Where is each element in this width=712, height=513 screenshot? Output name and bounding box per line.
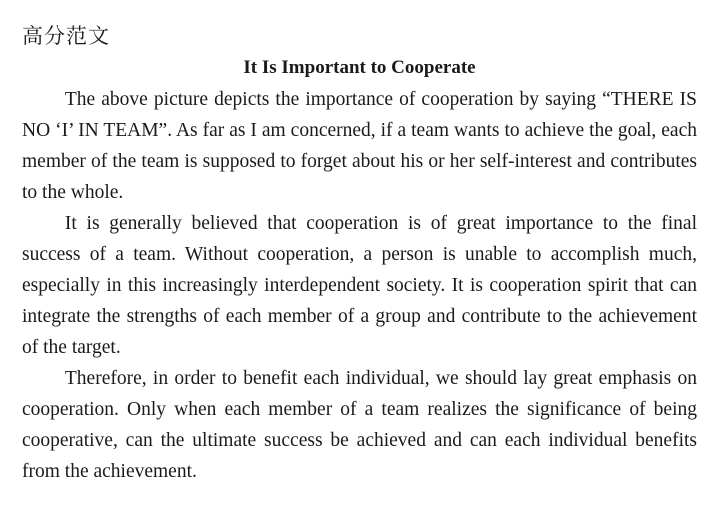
essay-paragraph-2: It is generally believed that cooperation is of great importance to the final success of a team. Without cooperation, a person is unable to accomplish much, especially in this increasingly interdependent society. It is cooperation spirit that can integrate the strengths of each member of a group and contribute to the achievement of the target. xyxy=(22,213,697,358)
document-page xyxy=(22,22,697,487)
essay-paragraph-1: The above picture depicts the importance of cooperation by saying “THERE IS NO ‘I’ IN TEAM”. As far as I am concerned, if a team wants to achieve the goal, each member of the team is supposed to forget about his or her self-interest and contributes to the whole. xyxy=(22,89,697,203)
essay-paragraph-3: Therefore, in order to benefit each individual, we should lay great emphasis on cooperation. Only when each member of a team realizes the significance of being cooperative, can the ultimate success be achieved and can each individual benefits from the achievement. xyxy=(22,368,697,482)
essay-title: It Is Important to Cooperate xyxy=(243,57,476,78)
section-label: 高分范文 xyxy=(22,24,110,48)
